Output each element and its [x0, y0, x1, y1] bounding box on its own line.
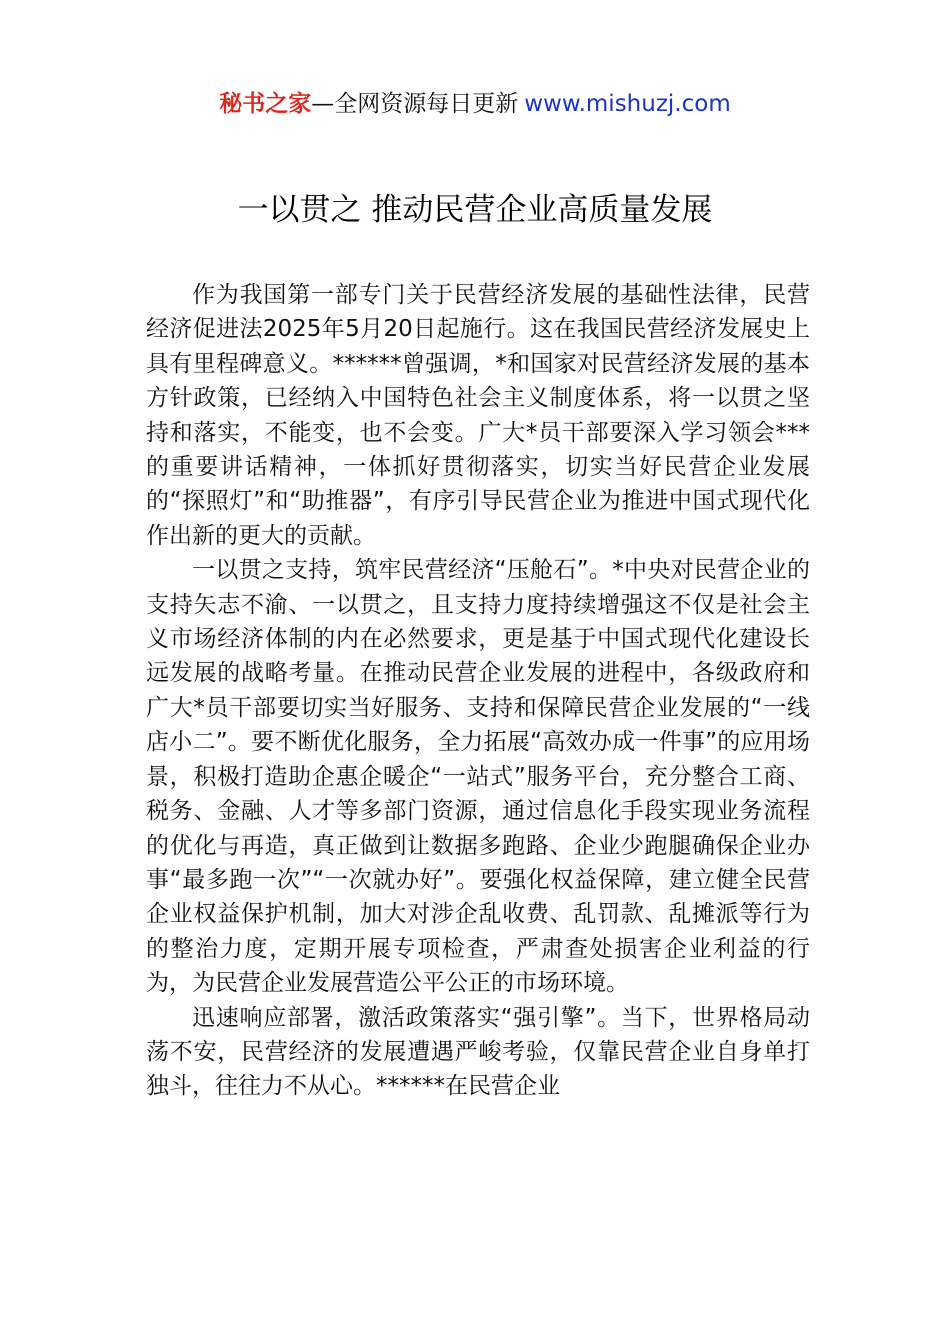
site-url-link[interactable]: www.mishuzj.com [524, 91, 731, 117]
paragraph: 一以贯之支持，筑牢民营经济“压舱石”。*中央对民营企业的支持矢志不渝、一以贯之，且支持力度持续增强这不仅是社会主义市场经济体制的内在必然要求，更是基于中国式现代化建设长远发展的战略考量。在推动民营企业发展的进程中，各级政府和广大*员干部要切实当好服务、支持和保障民营企业发展的“一线店小二”。要不断优化服务，全力拓展“高效办成一件事”的应用场景，积极打造助企惠企暖企“一站式”服务平台，充分整合工商、税务、金融、人才等多部门资源，通过信息化手段实现业务流程的优化与再造，真正做到让数据多跑路、企业少跑腿确保企业办事“最多跑一次”“一次就办好”。要强化权益保障，建立健全民营企业权益保护机制，加大对涉企乱收费、乱罚款、乱摊派等行为的整治力度，定期开展专项检查，严肃查处损害企业利益的行为，为民营企业发展营造公平公正的市场环境。 [146, 557, 810, 997]
site-header [0, 86, 950, 122]
article-title: 一以贯之 推动民营企业高质量发展 [237, 192, 713, 228]
site-tagline: —全网资源每日更新 [311, 91, 519, 117]
site-brand: 秘书之家 [219, 91, 312, 117]
paragraph: 迅速响应部署，激活政策落实“强引擎”。当下，世界格局动荡不安，民营经济的发展遭遇严峻考验，仅靠民营企业自身单打独斗，往往力不从心。******在民营企业 [146, 1004, 810, 1100]
paragraph: 作为我国第一部专门关于民营经济发展的基础性法律，民营经济促进法2025年5月20日起施行。这在我国民营经济发展史上具有里程碑意义。******曾强调，*和国家对民营经济发展的基本方针政策，已经纳入中国特色社会主义制度体系，将一以贯之坚持和落实，不能变，也不会变。广大*员干部要深入学习领会***的重要讲话精神，一体抓好贯彻落实，切实当好民营企业发展的“探照灯”和“助推器”，有序引导民营企业为推进中国式现代化作出新的更大的贡献。 [146, 282, 810, 549]
article-body [146, 278, 810, 1104]
